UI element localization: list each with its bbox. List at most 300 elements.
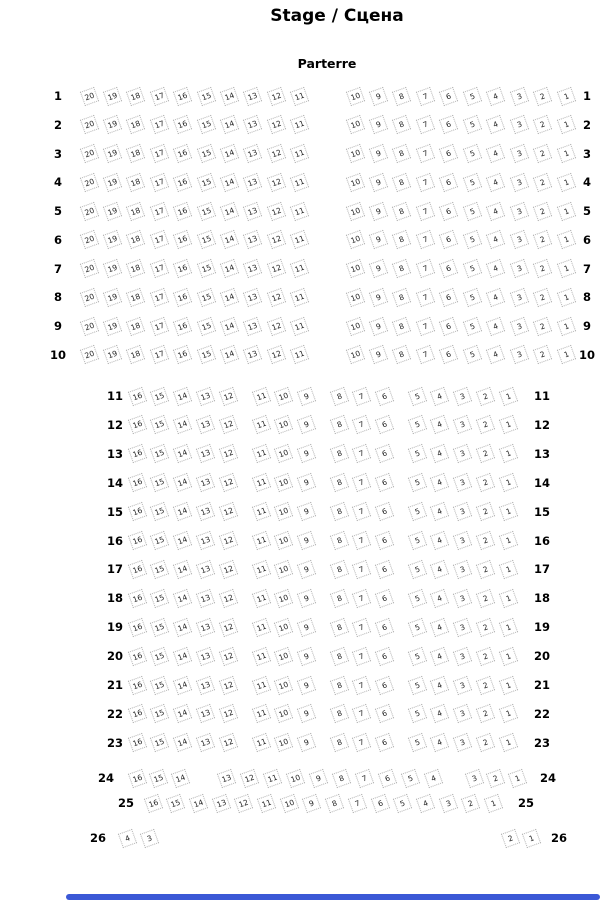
seat-11-10[interactable]: 10 — [274, 386, 293, 405]
seat-9-10[interactable]: 10 — [345, 316, 364, 335]
seat-22-9[interactable]: 9 — [297, 704, 316, 723]
seat-1-9[interactable]: 9 — [369, 86, 388, 105]
seat-18-6[interactable]: 6 — [375, 589, 394, 608]
seat-18-7[interactable]: 7 — [352, 589, 371, 608]
seat-18-12[interactable]: 12 — [219, 589, 238, 608]
seat-5-3[interactable]: 3 — [510, 201, 529, 220]
seat-1-7[interactable]: 7 — [416, 86, 435, 105]
seat-15-12[interactable]: 12 — [219, 502, 238, 521]
seat-5-4[interactable]: 4 — [486, 201, 505, 220]
seat-17-13[interactable]: 13 — [196, 560, 215, 579]
seat-22-6[interactable]: 6 — [375, 704, 394, 723]
seat-9-4[interactable]: 4 — [486, 316, 505, 335]
seat-9-3[interactable]: 3 — [510, 316, 529, 335]
seat-1-17[interactable]: 17 — [150, 86, 169, 105]
seat-19-14[interactable]: 14 — [173, 618, 192, 637]
seat-2-18[interactable]: 18 — [126, 115, 145, 134]
seat-3-19[interactable]: 19 — [103, 144, 122, 163]
seat-26-1[interactable]: 1 — [522, 828, 541, 847]
seat-4-14[interactable]: 14 — [220, 173, 239, 192]
seat-2-3[interactable]: 3 — [510, 115, 529, 134]
seat-3-20[interactable]: 20 — [79, 144, 98, 163]
seat-22-11[interactable]: 11 — [251, 704, 270, 723]
seat-17-12[interactable]: 12 — [219, 560, 238, 579]
seat-23-16[interactable]: 16 — [127, 733, 146, 752]
seat-6-11[interactable]: 11 — [290, 230, 309, 249]
seat-2-9[interactable]: 9 — [369, 115, 388, 134]
seat-21-9[interactable]: 9 — [297, 675, 316, 694]
seat-26-2[interactable]: 2 — [500, 828, 519, 847]
seat-2-15[interactable]: 15 — [196, 115, 215, 134]
seat-20-1[interactable]: 1 — [499, 646, 518, 665]
seat-15-15[interactable]: 15 — [150, 502, 169, 521]
seat-22-7[interactable]: 7 — [352, 704, 371, 723]
seat-7-15[interactable]: 15 — [196, 259, 215, 278]
seat-25-13[interactable]: 13 — [211, 793, 230, 812]
seat-13-3[interactable]: 3 — [453, 444, 472, 463]
seat-3-17[interactable]: 17 — [150, 144, 169, 163]
seat-13-6[interactable]: 6 — [375, 444, 394, 463]
seat-3-4[interactable]: 4 — [486, 144, 505, 163]
seat-9-15[interactable]: 15 — [196, 316, 215, 335]
seat-13-10[interactable]: 10 — [274, 444, 293, 463]
seat-10-20[interactable]: 20 — [79, 345, 98, 364]
seat-24-4[interactable]: 4 — [423, 768, 442, 787]
seat-11-6[interactable]: 6 — [375, 386, 394, 405]
seat-7-14[interactable]: 14 — [220, 259, 239, 278]
seat-18-10[interactable]: 10 — [274, 589, 293, 608]
seat-10-10[interactable]: 10 — [345, 345, 364, 364]
seat-3-14[interactable]: 14 — [220, 144, 239, 163]
seat-23-13[interactable]: 13 — [196, 733, 215, 752]
seat-11-8[interactable]: 8 — [329, 386, 348, 405]
seat-12-4[interactable]: 4 — [430, 415, 449, 434]
seat-6-14[interactable]: 14 — [220, 230, 239, 249]
seat-3-13[interactable]: 13 — [243, 144, 262, 163]
seat-3-7[interactable]: 7 — [416, 144, 435, 163]
seat-1-15[interactable]: 15 — [196, 86, 215, 105]
seat-24-14[interactable]: 14 — [170, 768, 189, 787]
seat-6-9[interactable]: 9 — [369, 230, 388, 249]
seat-24-2[interactable]: 2 — [486, 768, 505, 787]
seat-6-16[interactable]: 16 — [173, 230, 192, 249]
seat-11-9[interactable]: 9 — [297, 386, 316, 405]
seat-10-18[interactable]: 18 — [126, 345, 145, 364]
seat-11-5[interactable]: 5 — [407, 386, 426, 405]
seat-16-8[interactable]: 8 — [329, 531, 348, 550]
seat-9-5[interactable]: 5 — [463, 316, 482, 335]
seat-21-6[interactable]: 6 — [375, 675, 394, 694]
seat-5-19[interactable]: 19 — [103, 201, 122, 220]
seat-16-9[interactable]: 9 — [297, 531, 316, 550]
seat-18-5[interactable]: 5 — [407, 589, 426, 608]
seat-22-15[interactable]: 15 — [150, 704, 169, 723]
seat-18-4[interactable]: 4 — [430, 589, 449, 608]
seat-7-5[interactable]: 5 — [463, 259, 482, 278]
seat-9-7[interactable]: 7 — [416, 316, 435, 335]
seat-8-14[interactable]: 14 — [220, 288, 239, 307]
seat-25-6[interactable]: 6 — [370, 793, 389, 812]
seat-13-12[interactable]: 12 — [219, 444, 238, 463]
seat-11-14[interactable]: 14 — [173, 386, 192, 405]
seat-10-16[interactable]: 16 — [173, 345, 192, 364]
seat-18-13[interactable]: 13 — [196, 589, 215, 608]
seat-4-19[interactable]: 19 — [103, 173, 122, 192]
seat-25-4[interactable]: 4 — [416, 793, 435, 812]
seat-25-16[interactable]: 16 — [143, 793, 162, 812]
seat-4-5[interactable]: 5 — [463, 173, 482, 192]
seat-25-5[interactable]: 5 — [393, 793, 412, 812]
seat-5-7[interactable]: 7 — [416, 201, 435, 220]
seat-14-12[interactable]: 12 — [219, 473, 238, 492]
seat-5-12[interactable]: 12 — [267, 201, 286, 220]
seat-23-7[interactable]: 7 — [352, 733, 371, 752]
seat-19-3[interactable]: 3 — [453, 618, 472, 637]
seat-20-5[interactable]: 5 — [407, 646, 426, 665]
seat-7-19[interactable]: 19 — [103, 259, 122, 278]
seat-12-1[interactable]: 1 — [499, 415, 518, 434]
seat-8-17[interactable]: 17 — [150, 288, 169, 307]
seat-14-6[interactable]: 6 — [375, 473, 394, 492]
seat-22-2[interactable]: 2 — [476, 704, 495, 723]
seat-12-11[interactable]: 11 — [251, 415, 270, 434]
seat-12-12[interactable]: 12 — [219, 415, 238, 434]
seat-15-8[interactable]: 8 — [329, 502, 348, 521]
seat-23-5[interactable]: 5 — [407, 733, 426, 752]
seat-7-9[interactable]: 9 — [369, 259, 388, 278]
seat-21-12[interactable]: 12 — [219, 675, 238, 694]
seat-2-7[interactable]: 7 — [416, 115, 435, 134]
seat-15-2[interactable]: 2 — [476, 502, 495, 521]
seat-23-12[interactable]: 12 — [219, 733, 238, 752]
seat-13-13[interactable]: 13 — [196, 444, 215, 463]
seat-24-3[interactable]: 3 — [464, 768, 483, 787]
seat-4-2[interactable]: 2 — [533, 173, 552, 192]
seat-2-12[interactable]: 12 — [267, 115, 286, 134]
seat-15-3[interactable]: 3 — [453, 502, 472, 521]
seat-19-16[interactable]: 16 — [127, 618, 146, 637]
seat-25-7[interactable]: 7 — [348, 793, 367, 812]
seat-9-17[interactable]: 17 — [150, 316, 169, 335]
seat-12-9[interactable]: 9 — [297, 415, 316, 434]
seat-5-9[interactable]: 9 — [369, 201, 388, 220]
seat-19-15[interactable]: 15 — [150, 618, 169, 637]
seat-5-18[interactable]: 18 — [126, 201, 145, 220]
seat-25-11[interactable]: 11 — [257, 793, 276, 812]
seat-21-8[interactable]: 8 — [329, 675, 348, 694]
seat-5-5[interactable]: 5 — [463, 201, 482, 220]
seat-5-8[interactable]: 8 — [392, 201, 411, 220]
seat-4-16[interactable]: 16 — [173, 173, 192, 192]
seat-16-6[interactable]: 6 — [375, 531, 394, 550]
seat-21-10[interactable]: 10 — [274, 675, 293, 694]
seat-4-18[interactable]: 18 — [126, 173, 145, 192]
seat-16-7[interactable]: 7 — [352, 531, 371, 550]
seat-12-13[interactable]: 13 — [196, 415, 215, 434]
seat-24-12[interactable]: 12 — [239, 768, 258, 787]
seat-22-3[interactable]: 3 — [453, 704, 472, 723]
seat-18-14[interactable]: 14 — [173, 589, 192, 608]
seat-23-15[interactable]: 15 — [150, 733, 169, 752]
seat-3-11[interactable]: 11 — [290, 144, 309, 163]
seat-2-19[interactable]: 19 — [103, 115, 122, 134]
seat-8-15[interactable]: 15 — [196, 288, 215, 307]
seat-3-12[interactable]: 12 — [267, 144, 286, 163]
seat-17-8[interactable]: 8 — [329, 560, 348, 579]
seat-9-13[interactable]: 13 — [243, 316, 262, 335]
seat-17-10[interactable]: 10 — [274, 560, 293, 579]
seat-1-1[interactable]: 1 — [556, 86, 575, 105]
seat-24-7[interactable]: 7 — [354, 768, 373, 787]
seat-25-9[interactable]: 9 — [302, 793, 321, 812]
seat-18-8[interactable]: 8 — [329, 589, 348, 608]
seat-14-3[interactable]: 3 — [453, 473, 472, 492]
seat-18-9[interactable]: 9 — [297, 589, 316, 608]
seat-5-13[interactable]: 13 — [243, 201, 262, 220]
seat-3-2[interactable]: 2 — [533, 144, 552, 163]
seat-18-11[interactable]: 11 — [251, 589, 270, 608]
seat-16-14[interactable]: 14 — [173, 531, 192, 550]
seat-25-14[interactable]: 14 — [189, 793, 208, 812]
seat-6-5[interactable]: 5 — [463, 230, 482, 249]
seat-7-7[interactable]: 7 — [416, 259, 435, 278]
seat-22-4[interactable]: 4 — [430, 704, 449, 723]
seat-4-9[interactable]: 9 — [369, 173, 388, 192]
seat-24-5[interactable]: 5 — [400, 768, 419, 787]
seat-24-11[interactable]: 11 — [262, 768, 281, 787]
seat-22-12[interactable]: 12 — [219, 704, 238, 723]
seat-15-13[interactable]: 13 — [196, 502, 215, 521]
seat-1-4[interactable]: 4 — [486, 86, 505, 105]
seat-5-15[interactable]: 15 — [196, 201, 215, 220]
seat-9-14[interactable]: 14 — [220, 316, 239, 335]
seat-14-11[interactable]: 11 — [251, 473, 270, 492]
seat-14-2[interactable]: 2 — [476, 473, 495, 492]
seat-4-8[interactable]: 8 — [392, 173, 411, 192]
seat-16-12[interactable]: 12 — [219, 531, 238, 550]
seat-7-13[interactable]: 13 — [243, 259, 262, 278]
seat-16-10[interactable]: 10 — [274, 531, 293, 550]
seat-23-6[interactable]: 6 — [375, 733, 394, 752]
seat-6-8[interactable]: 8 — [392, 230, 411, 249]
seat-9-19[interactable]: 19 — [103, 316, 122, 335]
seat-3-9[interactable]: 9 — [369, 144, 388, 163]
seat-8-16[interactable]: 16 — [173, 288, 192, 307]
seat-5-17[interactable]: 17 — [150, 201, 169, 220]
seat-21-5[interactable]: 5 — [407, 675, 426, 694]
seat-10-1[interactable]: 1 — [556, 345, 575, 364]
seat-20-15[interactable]: 15 — [150, 646, 169, 665]
seat-17-1[interactable]: 1 — [499, 560, 518, 579]
seat-20-10[interactable]: 10 — [274, 646, 293, 665]
seat-5-11[interactable]: 11 — [290, 201, 309, 220]
seat-22-1[interactable]: 1 — [499, 704, 518, 723]
seat-11-2[interactable]: 2 — [476, 386, 495, 405]
seat-8-5[interactable]: 5 — [463, 288, 482, 307]
seat-2-16[interactable]: 16 — [173, 115, 192, 134]
seat-18-3[interactable]: 3 — [453, 589, 472, 608]
seat-6-18[interactable]: 18 — [126, 230, 145, 249]
seat-1-13[interactable]: 13 — [243, 86, 262, 105]
seat-25-8[interactable]: 8 — [325, 793, 344, 812]
seat-10-8[interactable]: 8 — [392, 345, 411, 364]
seat-21-15[interactable]: 15 — [150, 675, 169, 694]
seat-16-11[interactable]: 11 — [251, 531, 270, 550]
seat-16-2[interactable]: 2 — [476, 531, 495, 550]
seat-6-19[interactable]: 19 — [103, 230, 122, 249]
seat-14-9[interactable]: 9 — [297, 473, 316, 492]
seat-24-1[interactable]: 1 — [508, 768, 527, 787]
seat-8-7[interactable]: 7 — [416, 288, 435, 307]
seat-25-3[interactable]: 3 — [438, 793, 457, 812]
seat-21-4[interactable]: 4 — [430, 675, 449, 694]
horizontal-scrollbar[interactable] — [66, 894, 600, 900]
seat-4-6[interactable]: 6 — [439, 173, 458, 192]
seat-7-17[interactable]: 17 — [150, 259, 169, 278]
seat-17-5[interactable]: 5 — [407, 560, 426, 579]
seat-9-20[interactable]: 20 — [79, 316, 98, 335]
seat-8-6[interactable]: 6 — [439, 288, 458, 307]
seat-7-18[interactable]: 18 — [126, 259, 145, 278]
seat-20-2[interactable]: 2 — [476, 646, 495, 665]
seat-8-10[interactable]: 10 — [345, 288, 364, 307]
seat-15-14[interactable]: 14 — [173, 502, 192, 521]
seat-5-10[interactable]: 10 — [345, 201, 364, 220]
seat-7-4[interactable]: 4 — [486, 259, 505, 278]
seat-6-3[interactable]: 3 — [510, 230, 529, 249]
seat-23-3[interactable]: 3 — [453, 733, 472, 752]
seat-12-15[interactable]: 15 — [150, 415, 169, 434]
seat-26-3[interactable]: 3 — [139, 828, 158, 847]
seat-25-1[interactable]: 1 — [484, 793, 503, 812]
seat-7-2[interactable]: 2 — [533, 259, 552, 278]
seat-15-11[interactable]: 11 — [251, 502, 270, 521]
seat-21-7[interactable]: 7 — [352, 675, 371, 694]
seat-2-1[interactable]: 1 — [556, 115, 575, 134]
seat-9-8[interactable]: 8 — [392, 316, 411, 335]
seat-11-7[interactable]: 7 — [352, 386, 371, 405]
seat-4-13[interactable]: 13 — [243, 173, 262, 192]
seat-2-8[interactable]: 8 — [392, 115, 411, 134]
seat-12-2[interactable]: 2 — [476, 415, 495, 434]
seat-18-1[interactable]: 1 — [499, 589, 518, 608]
seat-11-12[interactable]: 12 — [219, 386, 238, 405]
seat-13-15[interactable]: 15 — [150, 444, 169, 463]
seat-7-8[interactable]: 8 — [392, 259, 411, 278]
seat-6-20[interactable]: 20 — [79, 230, 98, 249]
seat-11-3[interactable]: 3 — [453, 386, 472, 405]
seat-8-19[interactable]: 19 — [103, 288, 122, 307]
seat-13-7[interactable]: 7 — [352, 444, 371, 463]
seat-18-16[interactable]: 16 — [127, 589, 146, 608]
seat-17-3[interactable]: 3 — [453, 560, 472, 579]
seat-17-11[interactable]: 11 — [251, 560, 270, 579]
seat-9-12[interactable]: 12 — [267, 316, 286, 335]
seat-21-14[interactable]: 14 — [173, 675, 192, 694]
seat-2-10[interactable]: 10 — [345, 115, 364, 134]
seat-19-2[interactable]: 2 — [476, 618, 495, 637]
seat-15-7[interactable]: 7 — [352, 502, 371, 521]
seat-25-12[interactable]: 12 — [234, 793, 253, 812]
seat-6-1[interactable]: 1 — [556, 230, 575, 249]
seat-14-1[interactable]: 1 — [499, 473, 518, 492]
seat-13-4[interactable]: 4 — [430, 444, 449, 463]
seat-15-10[interactable]: 10 — [274, 502, 293, 521]
seat-9-2[interactable]: 2 — [533, 316, 552, 335]
seat-25-2[interactable]: 2 — [461, 793, 480, 812]
seat-14-15[interactable]: 15 — [150, 473, 169, 492]
seat-22-13[interactable]: 13 — [196, 704, 215, 723]
seat-19-11[interactable]: 11 — [251, 618, 270, 637]
seat-13-11[interactable]: 11 — [251, 444, 270, 463]
seat-10-4[interactable]: 4 — [486, 345, 505, 364]
seat-14-13[interactable]: 13 — [196, 473, 215, 492]
seat-7-16[interactable]: 16 — [173, 259, 192, 278]
seat-21-16[interactable]: 16 — [127, 675, 146, 694]
seat-4-12[interactable]: 12 — [267, 173, 286, 192]
seat-22-5[interactable]: 5 — [407, 704, 426, 723]
seat-8-8[interactable]: 8 — [392, 288, 411, 307]
seat-3-8[interactable]: 8 — [392, 144, 411, 163]
seat-12-7[interactable]: 7 — [352, 415, 371, 434]
seat-13-8[interactable]: 8 — [329, 444, 348, 463]
seat-15-6[interactable]: 6 — [375, 502, 394, 521]
seat-5-14[interactable]: 14 — [220, 201, 239, 220]
seat-16-3[interactable]: 3 — [453, 531, 472, 550]
seat-2-17[interactable]: 17 — [150, 115, 169, 134]
seat-5-1[interactable]: 1 — [556, 201, 575, 220]
seat-23-1[interactable]: 1 — [499, 733, 518, 752]
seat-23-9[interactable]: 9 — [297, 733, 316, 752]
seat-16-1[interactable]: 1 — [499, 531, 518, 550]
seat-23-2[interactable]: 2 — [476, 733, 495, 752]
seat-20-16[interactable]: 16 — [127, 646, 146, 665]
seat-7-20[interactable]: 20 — [79, 259, 98, 278]
seat-17-2[interactable]: 2 — [476, 560, 495, 579]
seat-20-11[interactable]: 11 — [251, 646, 270, 665]
seat-9-1[interactable]: 1 — [556, 316, 575, 335]
seat-11-4[interactable]: 4 — [430, 386, 449, 405]
seat-2-2[interactable]: 2 — [533, 115, 552, 134]
seat-6-6[interactable]: 6 — [439, 230, 458, 249]
seat-9-9[interactable]: 9 — [369, 316, 388, 335]
seat-15-9[interactable]: 9 — [297, 502, 316, 521]
seat-4-4[interactable]: 4 — [486, 173, 505, 192]
seat-26-4[interactable]: 4 — [117, 828, 136, 847]
seat-7-3[interactable]: 3 — [510, 259, 529, 278]
seat-3-5[interactable]: 5 — [463, 144, 482, 163]
seat-1-6[interactable]: 6 — [439, 86, 458, 105]
seat-1-19[interactable]: 19 — [103, 86, 122, 105]
seat-3-15[interactable]: 15 — [196, 144, 215, 163]
seat-24-13[interactable]: 13 — [216, 768, 235, 787]
seat-9-6[interactable]: 6 — [439, 316, 458, 335]
seat-8-4[interactable]: 4 — [486, 288, 505, 307]
seat-22-14[interactable]: 14 — [173, 704, 192, 723]
seat-11-11[interactable]: 11 — [251, 386, 270, 405]
seat-10-5[interactable]: 5 — [463, 345, 482, 364]
seat-19-8[interactable]: 8 — [329, 618, 348, 637]
seat-4-11[interactable]: 11 — [290, 173, 309, 192]
seat-20-4[interactable]: 4 — [430, 646, 449, 665]
seat-6-4[interactable]: 4 — [486, 230, 505, 249]
seat-10-6[interactable]: 6 — [439, 345, 458, 364]
seat-23-4[interactable]: 4 — [430, 733, 449, 752]
seat-22-8[interactable]: 8 — [329, 704, 348, 723]
seat-22-10[interactable]: 10 — [274, 704, 293, 723]
seat-11-15[interactable]: 15 — [150, 386, 169, 405]
seat-14-14[interactable]: 14 — [173, 473, 192, 492]
